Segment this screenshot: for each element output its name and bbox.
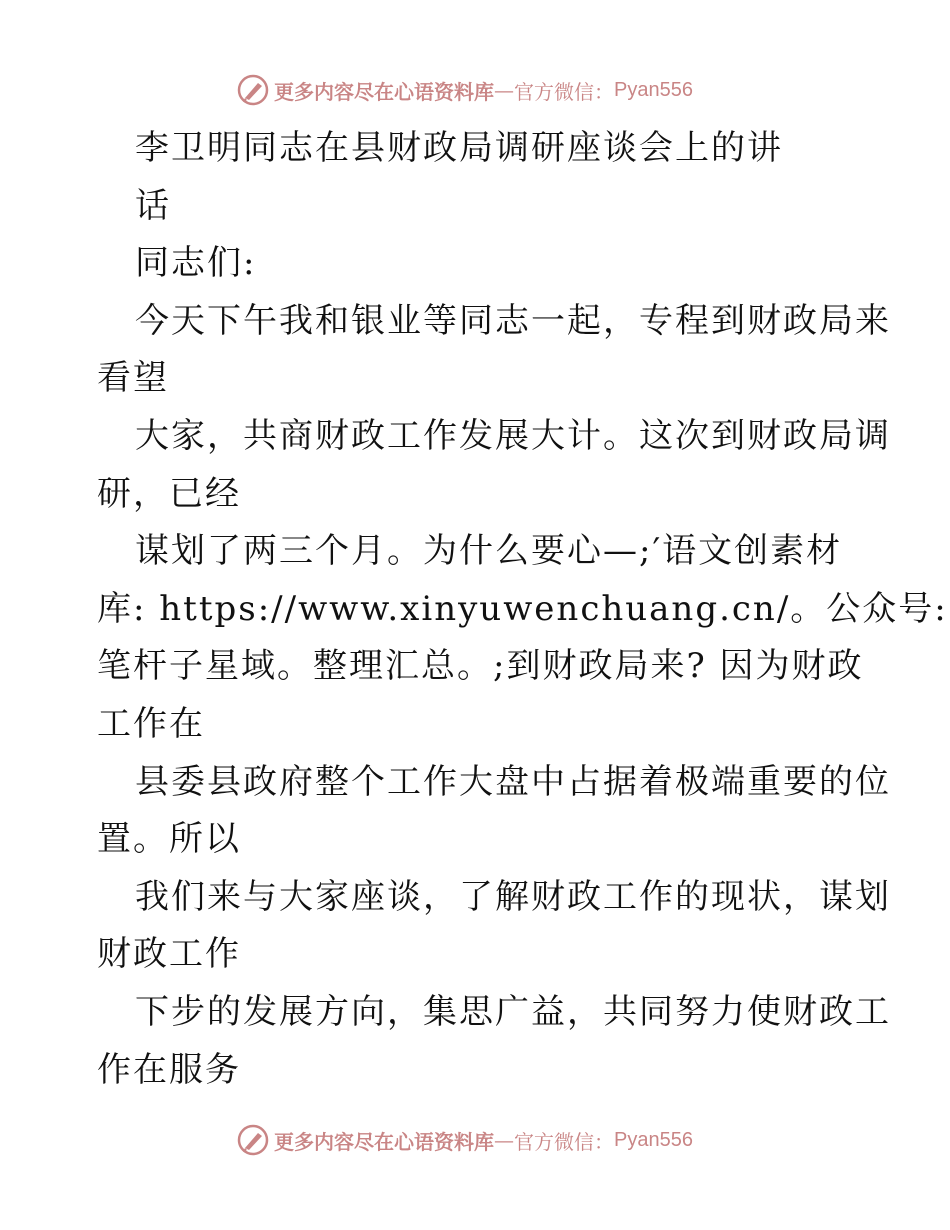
- text-line: 谋划了两三个月。为什么要心—;′语文创素材: [135, 531, 843, 572]
- pen-logo-icon: [236, 73, 270, 107]
- watermark-wechat-id: Pyan556: [614, 1128, 693, 1151]
- pen-logo-icon: [236, 1123, 270, 1157]
- watermark-site-text: 更多内容尽在心语资料库: [274, 79, 494, 104]
- text-line: 工作在: [97, 703, 205, 744]
- watermark-official-label: 官方微信：: [514, 79, 614, 104]
- watermark-wechat-id: Pyan556: [614, 78, 693, 101]
- footer-watermark: [236, 1122, 693, 1158]
- text-line: 库: https://www.xinyuwenchuang.cn/。公众号:: [97, 588, 948, 629]
- watermark-site-text: 更多内容尽在心语资料库: [274, 1129, 494, 1154]
- text-line: 置。所以: [97, 819, 241, 860]
- text-line: 大家，共商财政工作发展大计。这次到财政局调: [135, 415, 891, 456]
- text-line: 笔杆子星域。整理汇总。;到财政局来? 因为财政: [97, 646, 864, 687]
- header-watermark: [236, 72, 693, 108]
- text-line: 下步的发展方向，集思广益，共同努力使财政工: [135, 991, 891, 1032]
- text-line: 我们来与大家座谈，了解财政工作的现状，谋划: [135, 876, 891, 917]
- text-line: 县委县政府整个工作大盘中占据着极端重要的位: [135, 761, 891, 802]
- text-line: 研，已经: [97, 473, 241, 514]
- watermark-dash: —: [494, 1128, 514, 1152]
- watermark-official-label: 官方微信：: [514, 1129, 614, 1154]
- document-body: [97, 120, 948, 1099]
- text-line: 今天下午我和银业等同志一起，专程到财政局来: [135, 300, 891, 341]
- text-line: 财政工作: [97, 934, 241, 975]
- text-line: 同志们:: [135, 243, 257, 284]
- watermark-dash: —: [494, 78, 514, 102]
- text-line: 看望: [97, 358, 169, 399]
- text-line: 话: [135, 185, 171, 226]
- text-line: 李卫明同志在县财政局调研座谈会上的讲: [135, 128, 783, 168]
- text-line: 作在服务: [97, 1049, 241, 1090]
